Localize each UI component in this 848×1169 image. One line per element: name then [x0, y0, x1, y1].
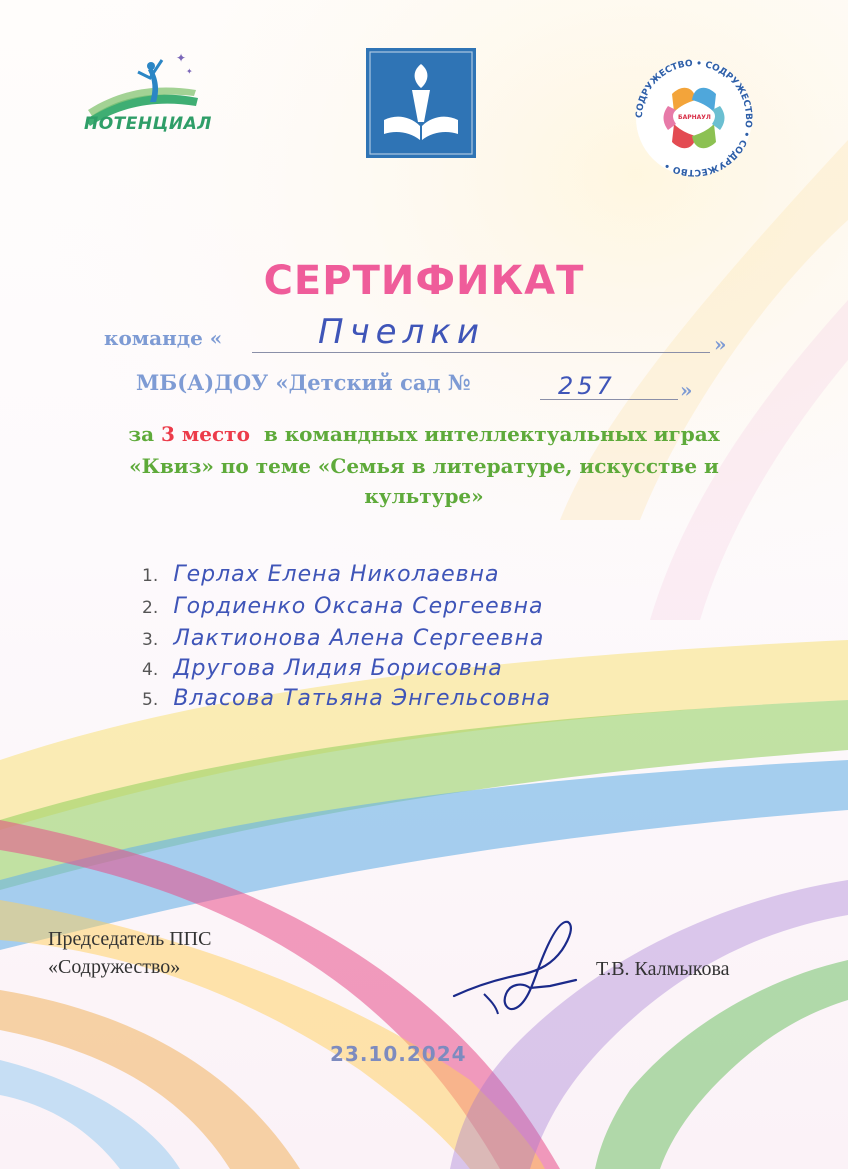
team-name-underline	[252, 352, 710, 353]
award-line1-suffix: в командных интеллектуальных играх	[249, 422, 720, 446]
org-number: 257	[558, 372, 616, 400]
sodruzhestvo-logo	[632, 56, 756, 180]
list-item	[142, 686, 551, 711]
member-name: Другова Лидия Борисовна	[173, 656, 503, 681]
svg-text:✦: ✦	[186, 67, 193, 76]
member-name: Гордиенко Оксана Сергеевна	[173, 594, 544, 619]
issue-date: 23.10.2024	[330, 1042, 467, 1066]
member-name: Лактионова Алена Сергеевна	[173, 626, 545, 651]
education-committee-emblem	[366, 48, 476, 158]
signer-name: Т.В. Калмыкова	[596, 958, 730, 980]
chair-title-line-2: «Содружество»	[48, 956, 181, 978]
team-name: Пчелки	[318, 312, 485, 352]
org-prefix: МБ(А)ДОУ «Детский сад №	[136, 370, 471, 395]
potencial-logo	[78, 50, 212, 160]
member-number: 1.	[142, 566, 159, 586]
member-number: 3.	[142, 630, 159, 650]
award-line-2: «Квиз» по теме «Семья в литературе, искусстве и	[129, 454, 719, 478]
team-prefix: команде «	[104, 326, 223, 350]
award-line-3: культуре»	[364, 484, 484, 508]
list-item	[142, 562, 500, 587]
list-item	[142, 656, 503, 681]
certificate-title: СЕРТИФИКАТ	[263, 258, 585, 304]
sodruzhestvo-ring-text: СОДРУЖЕСТВО • СОДРУЖЕСТВО • СОДРУЖЕСТВО •	[634, 58, 754, 178]
member-number: 5.	[142, 690, 159, 710]
signature	[440, 908, 600, 1028]
award-place: 3 место	[161, 422, 250, 446]
member-number: 2.	[142, 598, 159, 618]
award-prefix: за	[128, 422, 162, 446]
team-suffix: »	[714, 332, 727, 356]
barnaul-label: БАРНАУЛ	[678, 114, 711, 121]
list-item	[142, 594, 544, 619]
chair-title-line-1: Председатель ППС	[48, 928, 212, 950]
member-name: Власова Татьяна Энгельсовна	[173, 686, 552, 711]
member-number: 4.	[142, 660, 159, 680]
list-item	[142, 626, 544, 651]
potencial-logo-text: ПОТЕНЦИАЛ	[84, 114, 212, 134]
svg-text:✦: ✦	[176, 51, 187, 65]
org-suffix: »	[680, 378, 693, 402]
award-line-1	[0, 422, 848, 446]
member-name: Герлах Елена Николаевна	[173, 562, 500, 587]
